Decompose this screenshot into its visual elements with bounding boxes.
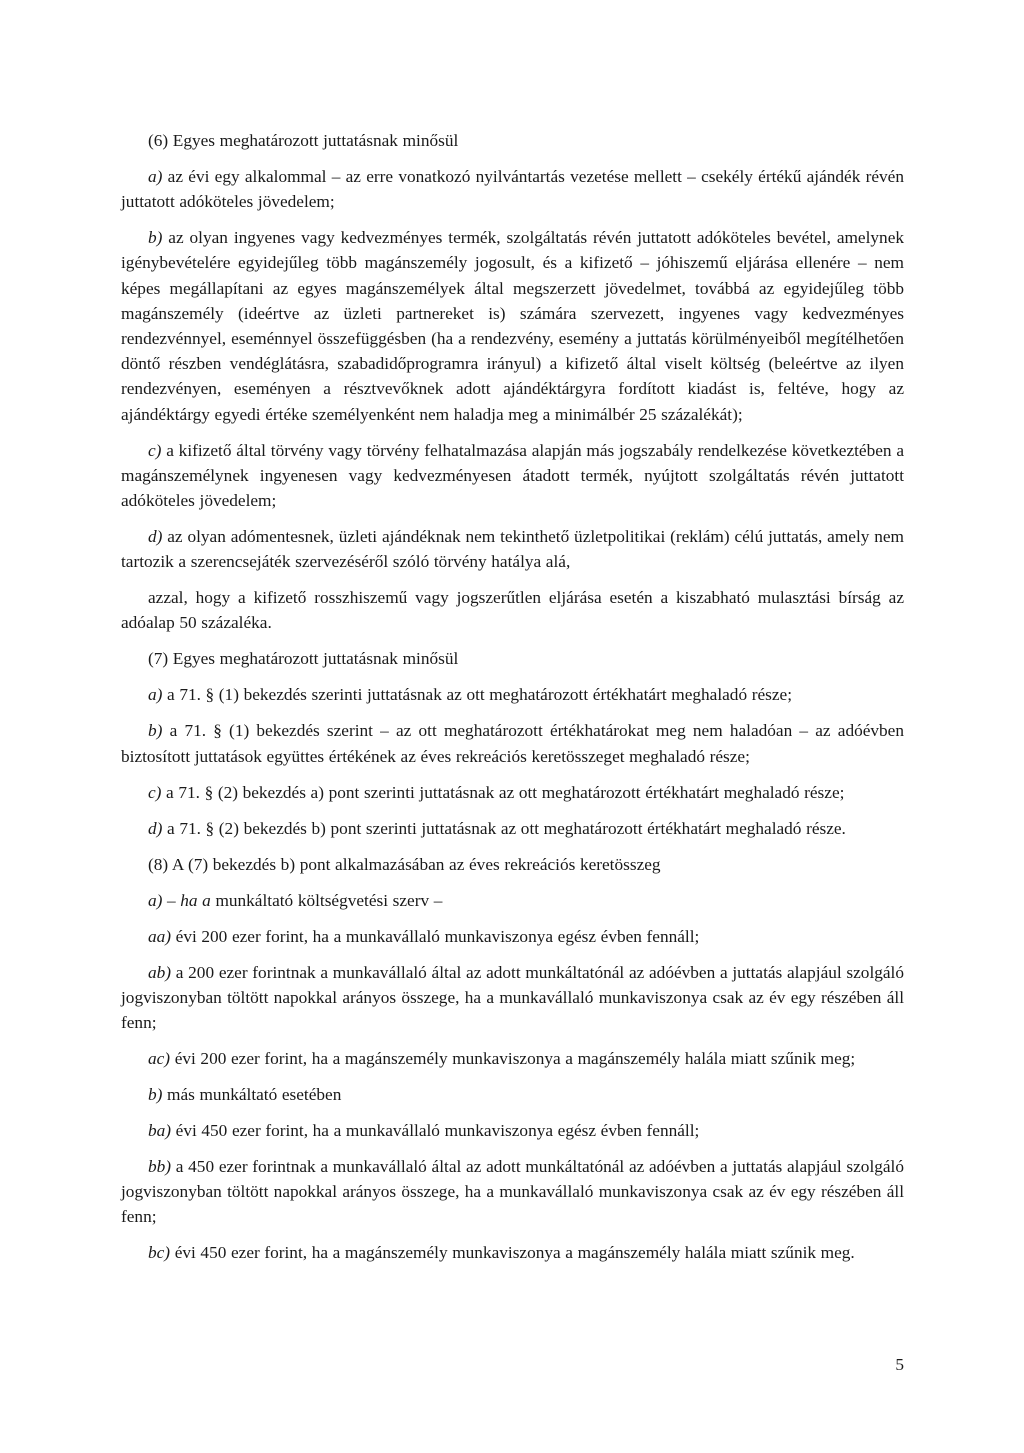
paragraph-6-a: a) az évi egy alkalommal – az erre vonatkozó nyilvántartás vezetése mellett – csekély értékű ajándék révén juttatott adóköteles jövedelem; [121,167,904,212]
paragraph-6-intro: (6) Egyes meghatározott juttatásnak minősül [148,131,459,150]
paragraph-7-intro: (7) Egyes meghatározott juttatásnak minősül [148,649,459,669]
item-label: ab) [148,962,172,982]
item-label: b) [148,228,163,248]
item-label: c) [148,782,162,802]
item-label: aa) [148,926,172,946]
item-label: b) [148,1085,163,1105]
paragraph-7-c: c) a 71. § (2) bekezdés a) pont szerinti juttatásnak az ott meghatározott értékhatárt meghaladó része; [148,782,845,802]
item-label: d) [148,818,163,838]
item-label: a) [148,685,163,705]
paragraph-8-bc: bc) évi 450 ezer forint, ha a magánszemély munkaviszonya a magánszemély halála miatt szűnik meg. [148,1243,855,1263]
item-label: bb) [148,1157,172,1177]
paragraph-8-a: a) – ha a munkáltató költségvetési szerv – [148,890,443,910]
item-label: c) [148,440,162,460]
item-label: bc) [148,1243,171,1263]
paragraph-8-ba: ba) évi 450 ezer forint, ha a munkavállaló munkaviszonya egész évben fennáll; [148,1121,700,1141]
paragraph-6-c: c) a kifizető által törvény vagy törvény felhatalmazása alapján más jogszabály rendelkezése következtében a magánszemélynek ingyenesen vagy kedvezményesen átadott termék, nyújtott szolgáltatás révén juttatott adóköteles jövedelem; [121,440,904,511]
item-label: a) [148,167,163,186]
paragraph-8-b: b) más munkáltató esetében [148,1085,342,1105]
item-label: a) – ha a [148,890,211,910]
paragraph-8-aa: aa) évi 200 ezer forint, ha a munkavállaló munkaviszonya egész évben fennáll; [148,926,700,946]
paragraph-8-ac: ac) évi 200 ezer forint, ha a magánszemély munkaviszonya a magánszemély halála miatt szűnik meg; [148,1049,856,1069]
item-label: b) [148,721,163,741]
paragraph-7-a: a) a 71. § (1) bekezdés szerinti juttatásnak az ott meghatározott értékhatárt meghaladó része; [148,685,793,705]
paragraph-6-b: b) az olyan ingyenes vagy kedvezményes termék, szolgáltatás révén juttatott adóköteles bevétel, amelynek igénybevételére egyidejűleg több magánszemély jogosult, és a kifizető – jóhiszemű eljárása ellenére – nem képes megállapítani az egyes magánszemélyek által megszerzett jövedelmet, továbbá az egyidejűleg több magánszemély (ideértve az üzleti partnereket is) számára szervezett, ingyenes vagy kedvezményes rendezvénnyel, eseménnyel összefüggésben (ha a rendezvény, esemény a juttatás körülményeiből megítélhetően döntő részben vendéglátásra, szabadidőprogramra irányul) a kifizető által viselt költség (beleértve az ilyen rendezvényen, eseményen a résztvevőknek adott ajándéktárgyra fordított kiadást is, feltéve, hogy az ajándéktárgy egyedi értéke személyenként nem haladja meg a minimálbér 25 százalékát); [121,228,904,424]
page-number: 5 [895,1355,904,1374]
paragraph-7-d: d) a 71. § (2) bekezdés b) pont szerinti juttatásnak az ott meghatározott értékhatárt meghaladó része. [148,818,846,838]
paragraph-6-closing: azzal, hogy a kifizető rosszhiszemű vagy jogszerűtlen eljárása esetén a kiszabható mulasztási bírság az adóalap 50 százaléka. [121,588,904,633]
paragraph-8-bb: bb) a 450 ezer forintnak a munkavállaló által az adott munkáltatónál az adóévben a juttatás alapjául szolgáló jogviszonyban töltött napokkal arányos összege, ha a munkavállaló munkaviszonya csak az év egy részében áll fenn; [121,1157,904,1227]
document-body [121,128,904,1276]
paragraph-8-ab: ab) a 200 ezer forintnak a munkavállaló által az adott munkáltatónál az adóévben a juttatás alapjául szolgáló jogviszonyban töltött napokkal arányos összege, ha a munkavállaló munkaviszonya csak az év egy részében áll fenn; [121,962,904,1033]
item-label: ba) [148,1121,172,1141]
item-label: ac) [148,1049,171,1069]
item-label: d) [148,527,163,547]
paragraph-8-intro: (8) A (7) bekezdés b) pont alkalmazásában az éves rekreációs keretösszeg [148,854,661,874]
paragraph-6-d: d) az olyan adómentesnek, üzleti ajándéknak nem tekinthető üzletpolitikai (reklám) célú juttatás, amely nem tartozik a szerencsejáték szervezéséről szóló törvény hatálya alá, [121,527,904,572]
paragraph-7-b: b) a 71. § (1) bekezdés szerint – az ott meghatározott értékhatárokat meg nem haladóan – az adóévben biztosított juttatások együttes értékének az éves rekreációs keretösszeget meghaladó része; [121,721,904,766]
